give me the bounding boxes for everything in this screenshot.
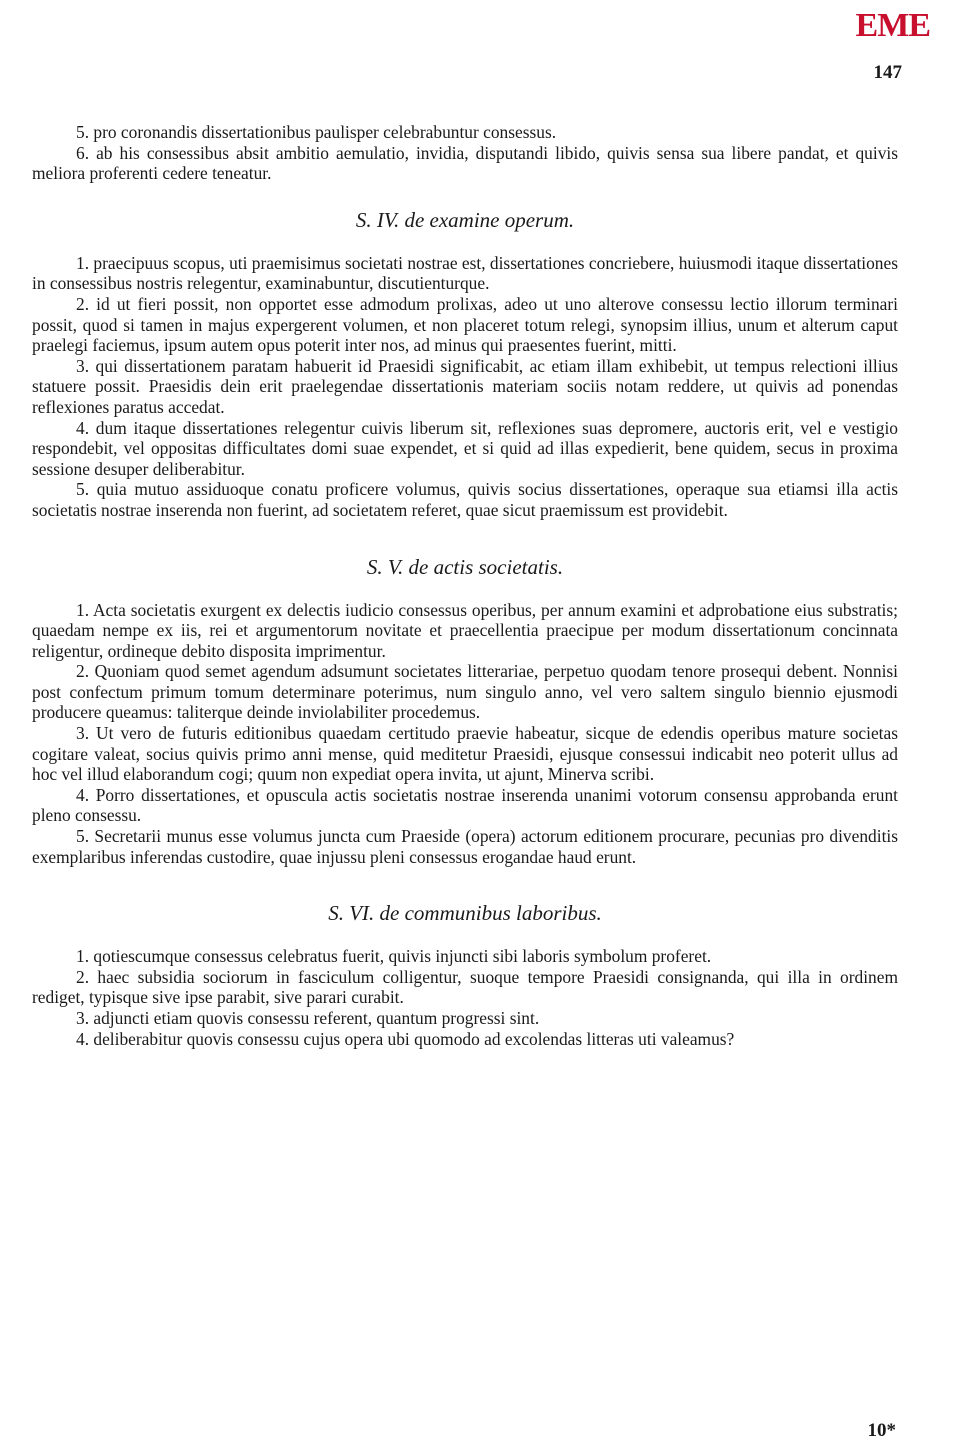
paragraph-s4-3: 3. qui dissertationem paratam habuerit id Praesidi significabit, ac etiam illam exhibebit, ut tempus relectioni illius statuere possit. Praesidis dein erit praelegendae dissertationis materiam sociis notam reddere, ut quivis ad ponendas reflexiones paratus accedat. — [32, 355, 898, 417]
section-heading-v: S. V. de actis societatis. — [366, 554, 564, 579]
paragraph-s5-1: 1. Acta societatis exurgent ex delectis iudicio consessus operibus, per annum examini et adprobatione eius substratis; quaedam nempe ex iis, rei et argumentorum novitate et praecellentia praecipue per modum dissertationum concinnata religentur, ordineque debito disposita imprimentur. — [32, 599, 898, 661]
page-body — [32, 122, 898, 1049]
paragraph-s5-4: 4. Porro dissertationes, et opuscula actis societatis nostrae inserenda unanimi votorum consensu approbanda erunt pleno consessu. — [32, 784, 898, 826]
paragraph-s6-3: 3. adjuncti etiam quovis consessu referent, quantum progressi sint. — [76, 1008, 540, 1028]
paragraph-s4-4: 4. dum itaque dissertationes relegentur cuivis liberum sit, reflexiones suas depromere, auctoris erit, vel e vestigio respondebit, vel oppositas difficultates domi suae expendet, et si quid ad illas expedierit, bene quidem, secus in proxima sessione desuper deliberabitur. — [32, 417, 898, 479]
page-number: 147 — [873, 62, 902, 83]
paragraph-s3-6: 6. ab his consessibus absit ambitio aemulatio, invidia, disputandi libido, quivis sensa sua libere pandat, et quivis meliora proferenti cedere teneatur. — [32, 142, 898, 184]
paragraph-s5-3: 3. Ut vero de futuris editionibus quaedam certitudo praevie habeatur, sicque de edendis operibus mature societas cogitare valeat, socius quivis primo anni mense, quid meditetur Praesidi, ejusque consessui indicabit neo poterit ullus ad hoc vel illud elaborandum cogi; quum non expediat opera invita, ut ajunt, Minerva scribi. — [32, 723, 898, 785]
paragraph-s6-2: 2. haec subsidia sociorum in fasciculum colligentur, suoque tempore Praesidi consignanda, qui illa in ordinem rediget, typisque sive ipse parabit, sive parari curabit. — [32, 966, 898, 1008]
paragraph-s6-1: 1. qotiescumque consessus celebratus fuerit, quivis injuncti sibi laboris symbolum proferet. — [76, 946, 712, 967]
paragraph-s4-1: 1. praecipuus scopus, uti praemisimus societati nostrae est, dissertationes concriebere, huiusmodi itaque dissertationes in consessibus nostris relegentur, examinabuntur, discutienturque. — [32, 252, 898, 294]
paragraph-s3-5: 5. pro coronandis dissertationibus paulisper celebrabuntur consessus. — [76, 122, 557, 142]
section-heading-iv: S. IV. de examine operum. — [355, 207, 575, 232]
signature-mark: 10* — [867, 1420, 896, 1441]
section-heading-vi: S. VI. de communibus laboribus. — [328, 901, 602, 926]
paragraph-s4-5: 5. quia mutuo assiduoque conatu proficere volumus, quivis socius dissertationes, operaque sua etiamsi illa actis societatis nostrae inserenda non fuerint, ad societatem referet, quae sicut praemissum est providebit. — [32, 479, 898, 520]
logo: EME — [855, 7, 930, 44]
paragraph-s4-2: 2. id ut fieri possit, non opportet esse admodum prolixas, adeo ut uno alterove consessu lectio illorum terminari possit, quod si tamen in majus expergerent volumen, et non placeret totum relegi, synopsim illius, unum et alterum caput praelegi faciemus, ipsum autem opus poterit inter nos, ad minus qui praesentes fuerint, mitti. — [32, 293, 898, 356]
paragraph-s5-5: 5. Secretarii munus esse volumus juncta cum Praeside (opera) actorum editionem procurare, pecunias pro divenditis exemplaribus inferendas custodire, quae injussu pleni consessus erogandae haud erunt. — [32, 826, 898, 867]
paragraph-s6-4: 4. deliberabitur quovis consessu cujus opera ubi quomodo ad excolendas litteras uti valeamus? — [76, 1028, 735, 1049]
paragraph-s5-2: 2. Quoniam quod semet agendum adsumunt societates litterariae, perpetuo quodam tenore prosequi debent. Nonnisi post confectum primum tomum determinare poterimus, num singulo anno, vel vero saltem singulo biennio ejusmodi producere queamus: taliterque deinde inviolabiliter procedemus. — [32, 661, 898, 723]
